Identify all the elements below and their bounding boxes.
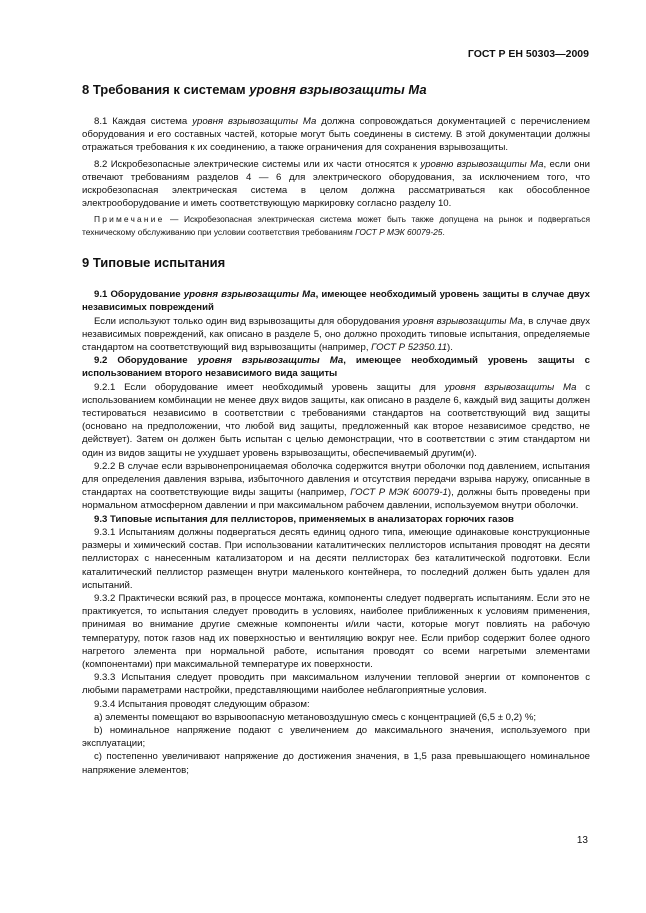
document-code: ГОСТ Р ЕН 50303—2009 bbox=[467, 48, 589, 60]
paragraph-9-3-3: 9.3.3 Испытания следует проводить при максимальном излучении тепловой энергии от компонентов с любыми параметрами настройки, представляющими наиболее неблагоприятные условия. bbox=[82, 672, 590, 697]
paragraph-9-3-2: 9.3.2 Практически всякий раз, в процессе монтажа, компоненты следует подвергать испытаниям. Если это не практикуется, то испытания следует проводить в условиях, наиболее приближенных к условиям применения, принимая во внимание другие смежные компоненты и/или части, которые могут повлиять на рабочую температуру, поток газов над их поверхностью и вентиляцию вокруг нее. Если прибор содержит более одного нагретого элемента при нормальной работе, испытания проводят со всеми нагретыми элементами (компонентами) при максимальной температуре их поверхности. bbox=[82, 592, 590, 670]
paragraph-8-1: 8.1 Каждая система уровня взрывозащиты Ма должна сопровождаться документацией с перечислением оборудования и его составных частей, которые могут быть соединены в систему. В этой документации должны отражаться требования к их соединению, а также ограничения для сохранения взрывозащиты. bbox=[82, 116, 591, 154]
paragraph-8-2: 8.2 Искробезопасные электрические системы или их части относятся к уровню взрывозащиты Ма, если они отвечают требованиям разделов 4 — 6 для электрического оборудования, за исключением того, что искробезопасная электрическая система в целом должна рассматриваться как обособленное электрооборудование и иметь соответствующую маркировку согласно разделу 10. bbox=[82, 158, 590, 210]
heading-9-1: 9.1 Оборудование уровня взрывозащиты Ма, имеющее необходимый уровень защиты в случае двух независимых повреждений bbox=[82, 289, 591, 314]
paragraph-9-3-4: 9.3.4 Испытания проводят следующим образом: bbox=[94, 698, 310, 710]
list-item-b: b) номинальное напряжение подают с увеличением до максимального значения, используемого при эксплуатации; bbox=[82, 724, 590, 750]
page-content bbox=[82, 82, 590, 777]
section-8-title: 8 Требования к системам уровня взрывозащиты Ма bbox=[82, 82, 427, 97]
paragraph-9-2-2: 9.2.2 В случае если взрывонепроницаемая оболочка содержится внутри оболочки под давлением, испытания для определения давления взрыва, избыточного давления и отсутствия передачи взрыва наружу, описанные в стандартах на соответствующие виды защиты (например, ГОСТ Р МЭК 60079-1), должны быть проведены при нормальном атмосферном давлении и при максимальном рабочем давлении, используемом внутри оболочки. bbox=[82, 460, 591, 512]
note-8: Примечание — Искробезопасная электрическая система может быть также допущена на рынок и подвергаться техническому обслуживанию при условии соответствия требованиям ГОСТ Р МЭК 60079-25. bbox=[82, 214, 590, 237]
page-number: 13 bbox=[576, 835, 588, 846]
list-item-a: а) элементы помещают во взрывоопасную метановоздушную смесь с концентрацией (6,5 ± 0,2) %; bbox=[94, 711, 537, 723]
list-item-c: с) постепенно увеличивают напряжение до достижения значения, в 1,5 раза превышающего номинальное напряжение элементов; bbox=[82, 751, 590, 776]
heading-9-2: 9.2 Оборудование уровня взрывозащиты Ма, имеющее необходимый уровень защиты с использованием второго независимого вида защиты bbox=[82, 355, 590, 380]
paragraph-9-2-1: 9.2.1 Если оборудование имеет необходимый уровень защиты для уровня взрывозащиты Ма с использованием комбинации не менее двух видов защиты, как описано в разделе 6, каждый вид защиты должен тестироваться независимо в соответствии с требованиями стандартов на соответствующий вид защиты (основано на предположении, что любой вид защиты, предложенный как второе независимое средство, не действует). Затем он должен быть испытан с целью демонстрации, что в соответствии с этим стандартом ни один из видов защиты не ухудшает уровень взрывозащиты, обеспечиваемый другим(и). bbox=[82, 381, 590, 459]
paragraph-9-1: Если используют только один вид взрывозащиты для оборудования уровня взрывозащиты Ма, в случае двух независимых повреждений, как описано в разделе 5, оно должно проходить типовые испытания, определяемые стандартом на соответствующий вид взрывозащиты (например, ГОСТ Р 52350.11). bbox=[82, 315, 590, 354]
heading-9-3: 9.3 Типовые испытания для пеллисторов, применяемых в анализаторах горючих газов bbox=[94, 513, 514, 525]
section-9-title: 9 Типовые испытания bbox=[82, 255, 226, 271]
paragraph-9-3-1: 9.3.1 Испытаниям должны подвергаться десять единиц одного типа, имеющие одинаковые конструкционные размеры и химический состав. При использовании каталитических пеллисторов испытания проводят на десяти пеллисторах с нанесенным катализатором и на десяти пеллисторах без каталитической подготовки. Если каталитический пеллистор размещен внутри маленького контейнера, то последний должен быть удален для испытаний. bbox=[82, 526, 590, 591]
